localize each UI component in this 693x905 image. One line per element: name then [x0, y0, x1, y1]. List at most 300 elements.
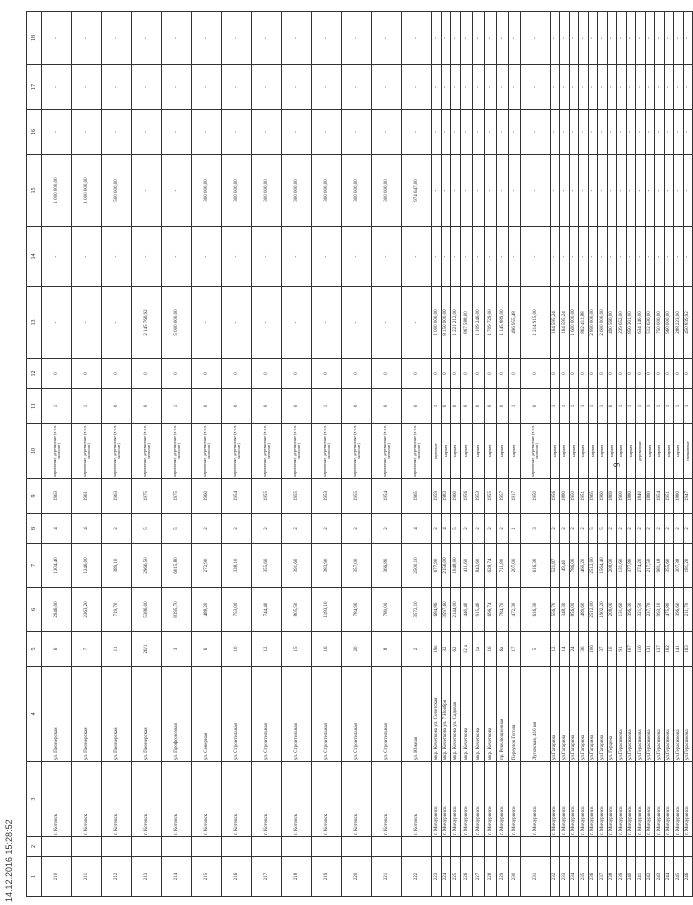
table-cell: 210	[42, 857, 72, 897]
table-cell: 222	[402, 857, 432, 897]
table-row	[441, 12, 451, 897]
table-cell: 2	[312, 514, 342, 544]
table-cell: 241	[636, 857, 646, 897]
table-cell: 1960	[598, 479, 608, 514]
table-cell: г. Мичуринск	[636, 762, 646, 837]
table-cell: -	[645, 110, 655, 155]
table-cell: г. Мичуринск	[664, 762, 674, 837]
table-cell: -	[132, 110, 162, 155]
table-cell	[472, 837, 484, 857]
table-cell: -	[550, 65, 560, 110]
table-cell: -	[441, 110, 451, 155]
table-cell: 616,30	[520, 588, 550, 632]
table-cell: 1	[72, 389, 102, 424]
table-cell: г. Мичуринск	[460, 762, 472, 837]
table-cell: 355,60	[252, 544, 282, 588]
table-cell: 5	[588, 514, 598, 544]
table-cell: кирпич	[664, 424, 674, 479]
table-cell: 719,70	[102, 588, 132, 632]
table-cell: 2	[484, 514, 496, 544]
table-cell: 1963	[42, 479, 72, 514]
table-cell: 2	[626, 514, 636, 544]
table-cell: 20	[342, 632, 372, 667]
table-cell: -	[607, 65, 617, 110]
table-cell	[342, 837, 372, 857]
table-cell: 1	[432, 389, 442, 424]
table-cell: г. Мичуринск	[484, 762, 496, 837]
table-cell: -	[617, 110, 627, 155]
table-cell: -	[579, 65, 589, 110]
table-cell: г. Котовск	[342, 762, 372, 837]
table-cell: ул.Герасимова	[683, 667, 693, 762]
table-cell: г. Котовск	[132, 762, 162, 837]
table-cell: 2	[282, 514, 312, 544]
table-cell: 744,40	[252, 588, 282, 632]
table-cell: -	[162, 110, 192, 155]
table-cell: ул. Южная	[402, 667, 432, 762]
table-cell: 235	[579, 857, 589, 897]
table-cell: 0	[588, 359, 598, 389]
table-cell: 1	[674, 389, 684, 424]
table-cell: 628,74	[484, 544, 496, 588]
table-cell: 4	[402, 514, 432, 544]
table-row	[402, 12, 432, 897]
table-cell: 711,80	[496, 544, 508, 588]
table-cell: 1 000 000,00	[72, 155, 102, 227]
table-cell: 0	[282, 359, 312, 389]
table-cell: 272,90	[192, 544, 222, 588]
table-cell: 0	[102, 359, 132, 389]
table-cell: 1953	[472, 479, 484, 514]
table-cell: -	[569, 65, 579, 110]
table-cell: 1963	[102, 479, 132, 514]
table-cell: 0	[484, 359, 496, 389]
table-cell: 16	[312, 632, 342, 667]
table-cell: 2	[102, 514, 132, 544]
table-cell: 0	[432, 359, 442, 389]
table-cell: кирпич	[626, 424, 636, 479]
table-cell: 490 560,00	[607, 287, 617, 359]
table-row	[472, 12, 484, 897]
table-cell: кирпичные, деревянные (в т.ч. монолит)	[252, 424, 282, 479]
table-cell: -	[102, 12, 132, 65]
table-cell: -	[451, 12, 461, 65]
table-cell: 512 630,00	[645, 287, 655, 359]
table-cell: г. Мичуринск	[674, 762, 684, 837]
table-cell: 1048,00	[451, 544, 461, 588]
table-cell: -	[162, 65, 192, 110]
table-cell: 862 411,88	[579, 287, 589, 359]
table-cell: кирпичные, деревянные (в т.ч. монолит)	[282, 424, 312, 479]
table-cell: 234	[569, 857, 579, 897]
table-cell: -	[484, 65, 496, 110]
table-cell: -	[607, 155, 617, 227]
table-cell: -	[460, 227, 472, 287]
table-cell: 300 000,00	[372, 155, 402, 227]
table-cell: 1	[664, 389, 674, 424]
table-cell: 1840	[636, 479, 646, 514]
table-cell: 212	[102, 857, 132, 897]
table-cell: -	[42, 65, 72, 110]
table-cell: кирпичные, деревянные (в т.ч. монолит)	[520, 424, 550, 479]
table-cell: 1917	[508, 479, 520, 514]
table-cell: 0	[402, 359, 432, 389]
table-cell: -	[579, 227, 589, 287]
table-cell: -	[598, 12, 608, 65]
table-cell: 223	[432, 857, 442, 897]
table-cell: -	[42, 227, 72, 287]
table-cell: 1975	[132, 479, 162, 514]
table-cell	[432, 837, 442, 857]
table-cell: кирпичные, деревянные (в т.ч. монолит)	[222, 424, 252, 479]
table-cell: -	[617, 227, 627, 287]
table-cell	[252, 837, 282, 857]
table-cell: 1880	[626, 479, 636, 514]
table-cell: Луговская, 410 км	[520, 667, 550, 762]
table-cell: -	[496, 110, 508, 155]
table-cell	[496, 837, 508, 857]
table-cell: 288 223,00	[674, 287, 684, 359]
table-cell: -	[588, 12, 598, 65]
table-cell: -	[520, 155, 550, 227]
table-cell: 1951	[664, 479, 674, 514]
table-row	[508, 12, 520, 897]
table-cell: -	[342, 110, 372, 155]
table-cell: г. Мичуринск	[441, 762, 451, 837]
table-cell: -	[598, 155, 608, 227]
table-cell: 245	[674, 857, 684, 897]
table-cell: -	[372, 12, 402, 65]
table-cell: -	[550, 155, 560, 227]
column-header: 13	[27, 287, 42, 359]
table-cell: ул.Гагарина	[560, 667, 570, 762]
table-cell: 1	[162, 389, 192, 424]
table-cell: -	[569, 12, 579, 65]
table-cell: 867 588,00	[460, 287, 472, 359]
table-cell: 0	[441, 359, 451, 389]
table-cell: -	[222, 287, 252, 359]
column-header: 16	[27, 110, 42, 155]
table-cell: -	[42, 110, 72, 155]
table-cell: 1	[626, 389, 636, 424]
table-cell: ул.Гагарина	[579, 667, 589, 762]
table-cell: 0	[342, 359, 372, 389]
table-cell: -	[42, 287, 72, 359]
table-cell: 91	[617, 632, 627, 667]
footer-stamp: 14.12.2016 15:28:52	[4, 819, 14, 902]
table-cell: 1 214 915,00	[520, 287, 550, 359]
table-cell: -	[282, 227, 312, 287]
column-number-row	[27, 12, 42, 897]
table-cell	[655, 837, 665, 857]
table-cell: ул.Герасимова	[617, 667, 627, 762]
table-cell: 915,40	[472, 588, 484, 632]
table-cell: -	[645, 65, 655, 110]
table-cell: 2	[192, 514, 222, 544]
column-header: 7	[27, 544, 42, 588]
table-cell: 1 000 000,00	[42, 155, 72, 227]
table-cell: -	[626, 65, 636, 110]
column-header: 11	[27, 389, 42, 424]
table-cell: 2500,10	[402, 544, 432, 588]
table-cell: -	[569, 110, 579, 155]
table-cell: 488,20	[192, 588, 222, 632]
table-cell: -	[636, 65, 646, 110]
table-cell: 696,74	[484, 588, 496, 632]
table-cell: -	[282, 110, 312, 155]
table-cell: -	[222, 227, 252, 287]
table-row	[312, 12, 342, 897]
table-cell: 786,00	[569, 544, 579, 588]
table-cell: 8195,70	[162, 588, 192, 632]
table-cell: 0	[222, 359, 252, 389]
table-cell: 2156,00	[441, 544, 451, 588]
table-cell: кирпичные, деревянные (в т.ч. монолит)	[312, 424, 342, 479]
table-cell: 0	[560, 359, 570, 389]
table-cell: ул. Пионерская	[42, 667, 72, 762]
column-header: 4	[27, 667, 42, 762]
column-header: 2	[27, 837, 42, 857]
table-cell: 1965	[402, 479, 432, 514]
table-cell: -	[588, 227, 598, 287]
table-cell	[282, 837, 312, 857]
table-cell: 131	[645, 632, 655, 667]
table-cell: 0	[192, 389, 222, 424]
table-cell: кирпичные, деревянные (в т.ч. монолит)	[372, 424, 402, 479]
table-cell: -	[312, 110, 342, 155]
table-row	[645, 12, 655, 897]
table-cell: -	[645, 12, 655, 65]
table-cell: 37	[598, 632, 608, 667]
table-cell: ул.Гагарина	[550, 667, 560, 762]
table-cell: -	[683, 110, 693, 155]
table-cell: 137	[655, 632, 665, 667]
table-cell: 116	[636, 632, 646, 667]
table-cell: -	[496, 65, 508, 110]
table-cell: 2	[496, 514, 508, 544]
table-cell: 1869	[607, 479, 617, 514]
table-cell	[451, 837, 461, 857]
table-cell: 396,60	[674, 588, 684, 632]
table-cell: 240	[626, 857, 636, 897]
table-cell: 225	[451, 857, 461, 897]
table-cell: 36	[579, 632, 589, 667]
table-cell: -	[432, 155, 442, 227]
table-cell: 162	[664, 632, 674, 667]
column-header: 1	[27, 857, 42, 897]
table-cell: г. Мичуринск	[598, 762, 608, 837]
table-cell: -	[252, 65, 282, 110]
table-cell: -	[451, 65, 461, 110]
table-cell	[588, 837, 598, 857]
table-cell: 2	[560, 514, 570, 544]
table-cell: 208,00	[607, 544, 617, 588]
table-cell: 227	[472, 857, 484, 897]
table-cell: -	[598, 65, 608, 110]
table-cell: ул. Профсоюзная	[162, 667, 192, 762]
table-cell: г. Котовск	[102, 762, 132, 837]
table-cell: мкр. Кочеткова	[484, 667, 496, 762]
table-cell: ул.Гагарина	[598, 667, 608, 762]
table-cell: 5	[162, 514, 192, 544]
table-cell: -	[451, 227, 461, 287]
table-cell: 163	[683, 632, 693, 667]
table-cell: -	[460, 12, 472, 65]
table-cell: -	[432, 12, 442, 65]
table-cell: 0	[252, 359, 282, 389]
table-cell: 228	[484, 857, 496, 897]
table-cell: 232	[550, 857, 560, 897]
table-cell: 244	[664, 857, 674, 897]
table-cell: 300 000,00	[252, 155, 282, 227]
table-row	[550, 12, 560, 897]
table-cell: 15	[282, 632, 312, 667]
table-cell: -	[683, 227, 693, 287]
table-cell: кирпичные, деревянные (в т.ч. монолит)	[132, 424, 162, 479]
table-cell: -	[636, 110, 646, 155]
table-cell: 307,38	[674, 544, 684, 588]
table-cell: 2363,20	[72, 588, 102, 632]
table-cell: -	[664, 110, 674, 155]
table-row	[607, 12, 617, 897]
table-cell: 500 000,00	[102, 155, 132, 227]
table-cell: -	[674, 65, 684, 110]
table-cell: -	[372, 287, 402, 359]
table-row	[655, 12, 665, 897]
table-cell: 0	[441, 389, 451, 424]
table-cell: -	[252, 12, 282, 65]
table-cell: -	[617, 12, 627, 65]
table-cell: 0	[645, 359, 655, 389]
table-cell: -	[192, 287, 222, 359]
table-cell: -	[626, 155, 636, 227]
table-cell: -	[588, 110, 598, 155]
table-cell: кирпич	[617, 424, 627, 479]
table-cell: 396,30	[626, 588, 636, 632]
table-cell: -	[402, 110, 432, 155]
table-cell: 856,00	[569, 588, 579, 632]
table-cell: -	[664, 155, 674, 227]
table-cell: 215	[192, 857, 222, 897]
table-cell: щитовые	[432, 424, 442, 479]
table-cell: 1950	[520, 479, 550, 514]
table-cell: 1954	[222, 479, 252, 514]
table-cell: 411,60	[460, 544, 472, 588]
table-cell: -	[402, 65, 432, 110]
table-cell: -	[550, 12, 560, 65]
table-cell: 239	[617, 857, 627, 897]
table-cell: г. Мичуринск	[579, 762, 589, 837]
table-cell: 1	[560, 389, 570, 424]
table-cell: -	[655, 227, 665, 287]
table-cell: г. Мичуринск	[683, 762, 693, 837]
table-cell: кирпич	[560, 424, 570, 479]
table-cell: -	[441, 227, 451, 287]
column-header: 14	[27, 227, 42, 287]
table-cell: 0	[520, 359, 550, 389]
table-cell: -	[72, 110, 102, 155]
table-cell: -	[432, 227, 442, 287]
table-cell: ул.Герасимова	[645, 667, 655, 762]
table-cell: -	[636, 155, 646, 227]
table-cell: ул. Пионерская	[132, 667, 162, 762]
table-cell: 1880	[674, 479, 684, 514]
column-header: 6	[27, 588, 42, 632]
table-cell: 684,86	[432, 588, 442, 632]
table-cell: 4	[42, 514, 72, 544]
table-cell: 1947	[683, 479, 693, 514]
table-cell: кирпич	[598, 424, 608, 479]
table-cell: 2	[222, 514, 252, 544]
table-row	[72, 12, 102, 897]
table-cell: 6	[42, 632, 72, 667]
table-cell: 2	[664, 514, 674, 544]
table-cell: 221	[372, 857, 402, 897]
table-cell: 0	[132, 389, 162, 424]
table-cell	[42, 837, 72, 857]
column-header: 3	[27, 762, 42, 837]
table-cell: 1955	[282, 479, 312, 514]
table-cell: 2	[645, 514, 655, 544]
table-cell: г. Мичуринск	[508, 762, 520, 837]
table-cell	[674, 837, 684, 857]
table-cell: 805,50	[282, 588, 312, 632]
table-cell: 0	[508, 359, 520, 389]
table-cell: 1 109 246,00	[472, 287, 484, 359]
table-cell: 300 000,00	[312, 155, 342, 227]
table-cell: 3572,10	[402, 588, 432, 632]
table-cell	[569, 837, 579, 857]
table-cell: 2512,00	[588, 588, 598, 632]
table-cell: -	[508, 227, 520, 287]
table-cell: 2512,00	[588, 544, 598, 588]
table-cell: 1951	[579, 479, 589, 514]
table-cell: -	[432, 65, 442, 110]
table-cell: 2	[569, 514, 579, 544]
table-cell: ул.Герасимова	[674, 667, 684, 762]
table-row	[569, 12, 579, 897]
table-cell: -	[472, 110, 484, 155]
table-cell: -	[664, 12, 674, 65]
page-number: 9	[612, 462, 622, 467]
table-cell: -	[636, 227, 646, 287]
table-cell: -	[192, 110, 222, 155]
table-cell: кирпич	[496, 424, 508, 479]
table-cell: мкр. Кочеткова	[472, 667, 484, 762]
table-cell	[441, 837, 451, 857]
table-cell: кирпич	[550, 424, 560, 479]
table-row	[617, 12, 627, 897]
table-cell: 0	[252, 389, 282, 424]
table-cell: -	[674, 110, 684, 155]
table-cell: 224	[441, 857, 451, 897]
table-cell: -	[460, 155, 472, 227]
table-cell: 242	[645, 857, 655, 897]
table-cell	[645, 837, 655, 857]
table-cell: 0	[132, 359, 162, 389]
table-cell: 2	[342, 514, 372, 544]
table-cell: г. Котовск	[222, 762, 252, 837]
table-cell: -	[579, 110, 589, 155]
table-cell	[520, 837, 550, 857]
table-cell: 389,10	[102, 544, 132, 588]
table-cell: 7	[72, 632, 102, 667]
table-cell: г. Мичуринск	[496, 762, 508, 837]
table-cell: 2966,50	[132, 544, 162, 588]
table-cell: ул.Герасимова	[636, 667, 646, 762]
table-cell: г. Котовск	[42, 762, 72, 837]
table-cell: -	[102, 227, 132, 287]
